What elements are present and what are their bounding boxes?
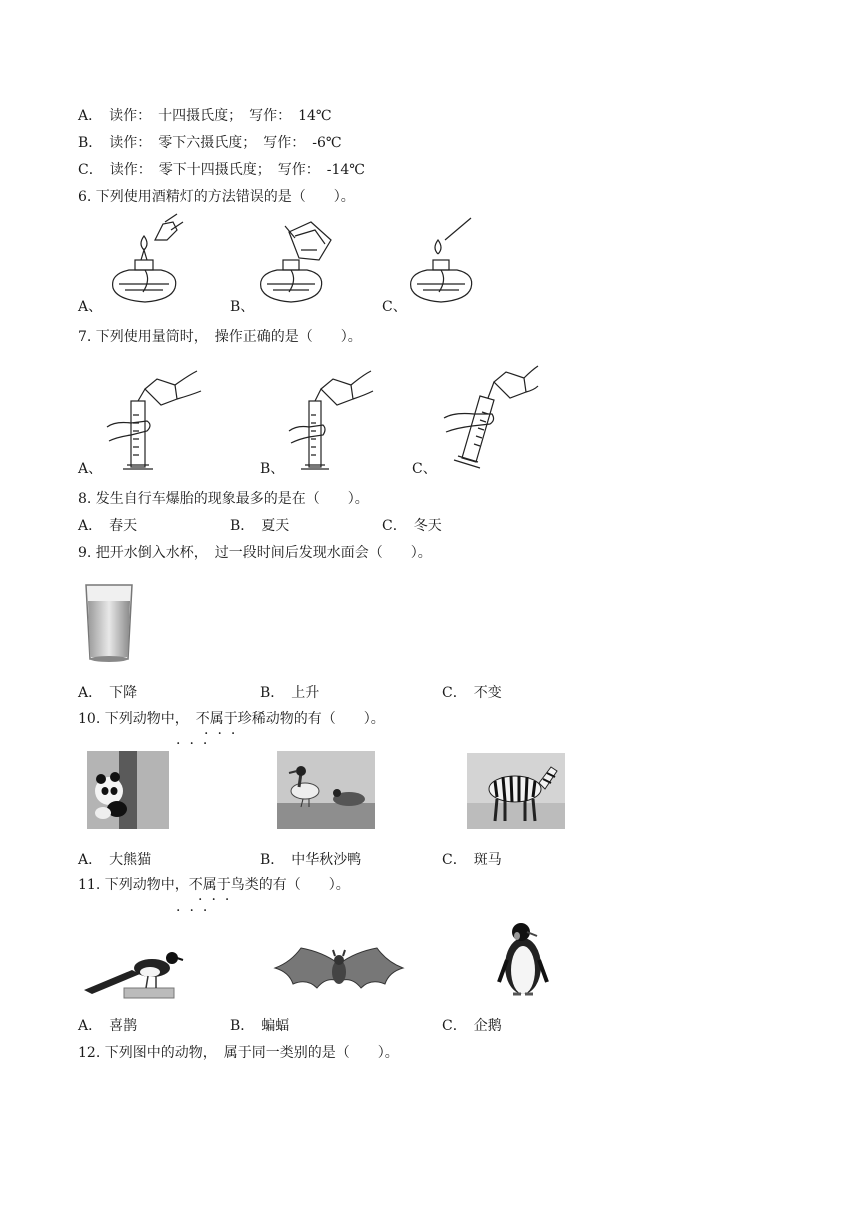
bat-photo xyxy=(273,942,405,1002)
q6-option-b: B、 xyxy=(230,299,255,315)
q10-option-c: C． 斑马 xyxy=(442,852,502,868)
water-glass-photo xyxy=(84,583,134,663)
q11-stem: 11. 下列动物中，不属于鸟类的有（ ）。 xyxy=(78,877,350,893)
graduated-cylinder-tilted-pouring-figure xyxy=(440,362,540,472)
q8-option-c: C． 冬天 xyxy=(382,518,442,534)
q9-option-b: B． 上升 xyxy=(260,685,320,701)
q6-option-a: A、 xyxy=(78,299,103,315)
q7-stem: 7. 下列使用量筒时， 操作正确的是（ ）。 xyxy=(78,329,362,345)
q11-option-a: A． 喜鹊 xyxy=(78,1018,138,1034)
q7-option-c: C、 xyxy=(412,461,437,477)
q6-option-c: C、 xyxy=(382,299,407,315)
alcohol-lamp-tilted-lighting-figure xyxy=(255,210,340,310)
q10-stem: 10. 下列动物中， 不属于珍稀动物的有（ ）。 xyxy=(78,711,385,727)
q10-emphasis-dots: ··· xyxy=(204,726,245,742)
penguin-photo xyxy=(497,920,549,1000)
q9-option-c: C． 不变 xyxy=(442,685,502,701)
q6-stem: 6. 下列使用酒精灯的方法错误的是（ ）。 xyxy=(78,189,355,205)
graduated-cylinder-level-figure xyxy=(105,365,205,475)
q10-option-b: B． 中华秋沙鸭 xyxy=(260,852,362,868)
q9-stem: 9. 把开水倒入水杯， 过一段时间后发现水面会（ ）。 xyxy=(78,545,432,561)
q8-stem: 8. 发生自行车爆胎的现象最多的是在（ ）。 xyxy=(78,491,369,507)
q8-option-b: B． 夏天 xyxy=(230,518,290,534)
q5-option-b: B． 读作： 零下六摄氏度； 写作： -6℃ xyxy=(78,135,342,151)
magpie-photo xyxy=(82,944,184,1000)
q8-option-a: A． 春天 xyxy=(78,518,138,534)
q5-option-c: C． 读作： 零下十四摄氏度； 写作： -14℃ xyxy=(78,162,365,178)
alcohol-lamp-lighting-from-lamp-figure xyxy=(105,210,185,310)
q10-option-a: A． 大熊猫 xyxy=(78,852,152,868)
alcohol-lamp-match-lighting-figure xyxy=(405,210,485,310)
giant-panda-photo xyxy=(87,751,169,829)
q11-option-c: C． 企鹅 xyxy=(442,1018,502,1034)
q11-emphasis-dots-lower: ··· xyxy=(176,903,217,919)
q7-option-b: B、 xyxy=(260,461,285,477)
q11-emphasis-dots: ··· xyxy=(198,892,239,908)
graduated-cylinder-eye-level-figure xyxy=(285,365,375,475)
q5-option-a: A． 读作： 十四摄氏度； 写作： 14℃ xyxy=(78,108,332,124)
q12-stem: 12. 下列图中的动物， 属于同一类别的是（ ）。 xyxy=(78,1045,399,1061)
q10-emphasis-dots-lower: ··· xyxy=(176,736,217,752)
scaly-sided-merganser-photo xyxy=(277,751,375,829)
q9-option-a: A． 下降 xyxy=(78,685,138,701)
zebra-photo xyxy=(467,753,565,829)
q11-option-b: B． 蝙蝠 xyxy=(230,1018,290,1034)
q7-option-a: A、 xyxy=(78,461,103,477)
